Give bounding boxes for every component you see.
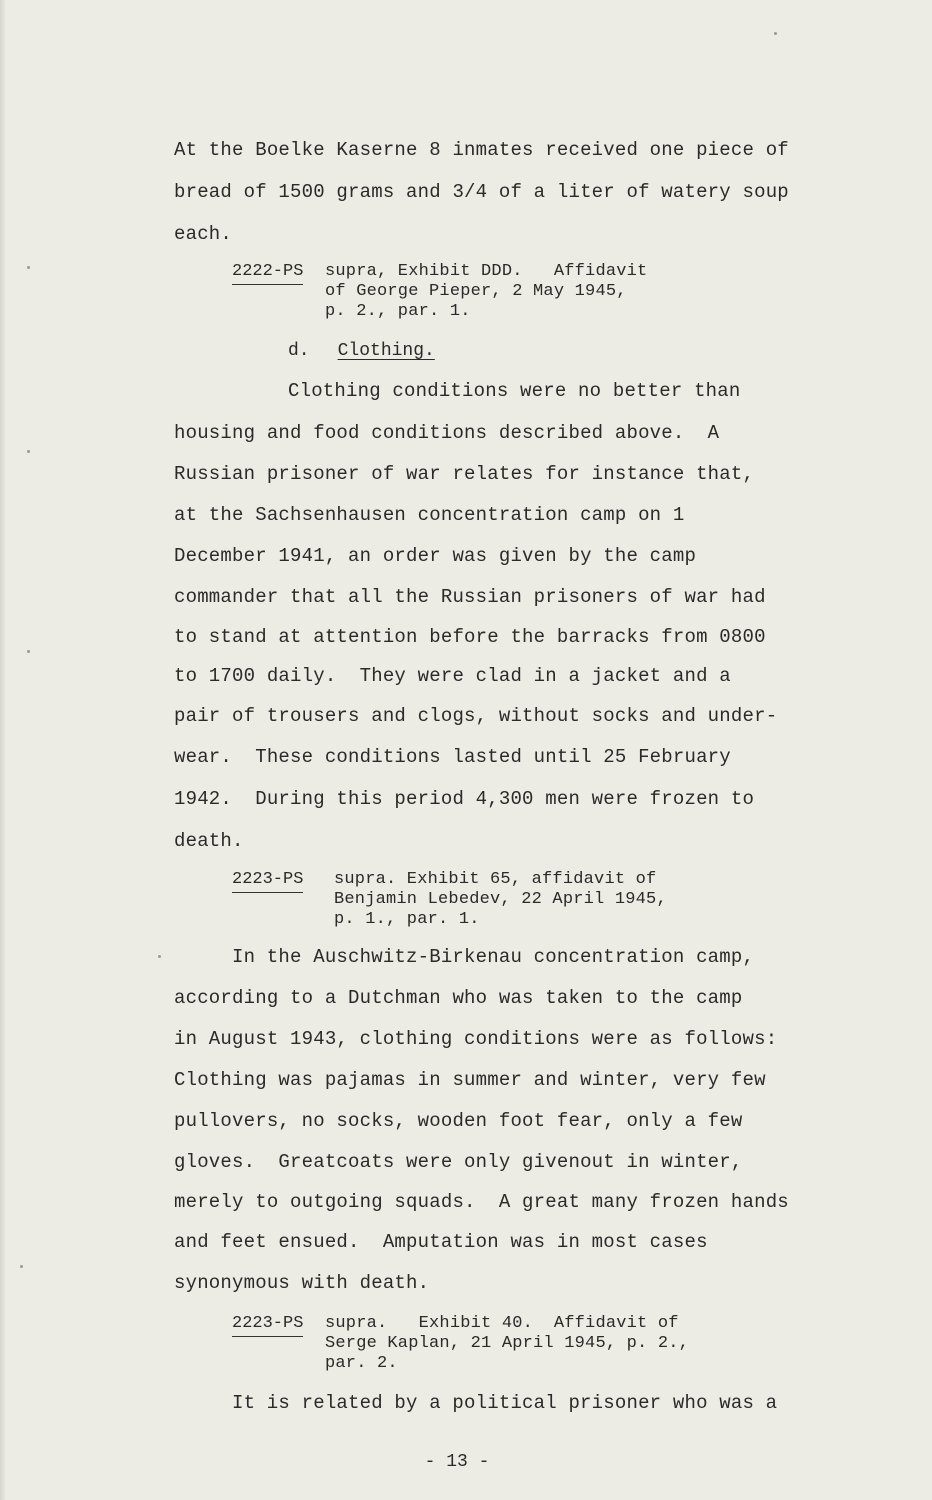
- citation-line: par. 2.: [325, 1354, 398, 1373]
- section-title: Clothing.: [337, 341, 435, 361]
- paper-speck: [27, 450, 30, 453]
- paragraph-line: Russian prisoner of war relates for instance that,: [174, 463, 755, 485]
- paragraph-line: pullovers, no socks, wooden foot fear, only a few: [174, 1110, 743, 1132]
- section-heading: [288, 341, 435, 361]
- paragraph-line: In the Auschwitz-Birkenau concentration camp,: [232, 946, 755, 968]
- citation-line: p. 1., par. 1.: [334, 910, 480, 929]
- citation-line: p. 2., par. 1.: [325, 302, 471, 321]
- citation-line: supra, Exhibit DDD. Affidavit: [325, 262, 648, 281]
- paragraph-line: synonymous with death.: [174, 1272, 430, 1294]
- paragraph-line: gloves. Greatcoats were only givenout in winter,: [174, 1151, 743, 1173]
- paper-speck: [27, 650, 30, 653]
- paragraph-line: housing and food conditions described above. A: [174, 422, 720, 444]
- paragraph-line: pair of trousers and clogs, without socks and under-: [174, 705, 778, 727]
- paragraph-line: commander that all the Russian prisoners of war had: [174, 586, 766, 608]
- paragraph-line: 1942. During this period 4,300 men were frozen to: [174, 788, 755, 810]
- paragraph-line: At the Boelke Kaserne 8 inmates received one piece of: [174, 139, 789, 161]
- paragraph-line: wear. These conditions lasted until 25 February: [174, 746, 731, 768]
- paper-speck: [774, 32, 777, 35]
- paragraph-line: Clothing was pajamas in summer and winter, very few: [174, 1069, 766, 1091]
- paragraph-line: according to a Dutchman who was taken to the camp: [174, 987, 743, 1009]
- citation-line: supra. Exhibit 65, affidavit of: [334, 870, 657, 889]
- paragraph-line: to 1700 daily. They were clad in a jacket and a: [174, 665, 731, 687]
- paragraph-line: merely to outgoing squads. A great many frozen hands: [174, 1191, 789, 1213]
- paper-speck: [158, 955, 161, 958]
- section-letter: d.: [288, 341, 310, 361]
- citation-ref: 2222-PS: [232, 262, 303, 285]
- paragraph-line: at the Sachsenhausen concentration camp on 1: [174, 504, 685, 526]
- paragraph-line: Clothing conditions were no better than: [288, 380, 741, 402]
- page-edge-shadow: [0, 0, 6, 1500]
- paragraph-line: It is related by a political prisoner who was a: [232, 1392, 778, 1414]
- paragraph-line: bread of 1500 grams and 3/4 of a liter of watery soup: [174, 181, 789, 203]
- paragraph-line: each.: [174, 223, 233, 245]
- page-number: - 13 -: [424, 1452, 490, 1472]
- paragraph-line: to stand at attention before the barracks from 0800: [174, 626, 766, 648]
- paper-speck: [20, 1265, 23, 1268]
- paragraph-line: in August 1943, clothing conditions were as follows:: [174, 1028, 778, 1050]
- paragraph-line: December 1941, an order was given by the camp: [174, 545, 697, 567]
- citation-line: Benjamin Lebedev, 22 April 1945,: [334, 890, 667, 909]
- paragraph-line: and feet ensued. Amputation was in most cases: [174, 1231, 708, 1253]
- paragraph-line: death.: [174, 830, 244, 852]
- citation-line: supra. Exhibit 40. Affidavit of: [325, 1314, 679, 1333]
- citation-ref: 2223-PS: [232, 870, 303, 893]
- citation-line: of George Pieper, 2 May 1945,: [325, 282, 627, 301]
- citation-line: Serge Kaplan, 21 April 1945, p. 2.,: [325, 1334, 690, 1353]
- paper-speck: [27, 266, 30, 269]
- citation-ref: 2223-PS: [232, 1314, 303, 1337]
